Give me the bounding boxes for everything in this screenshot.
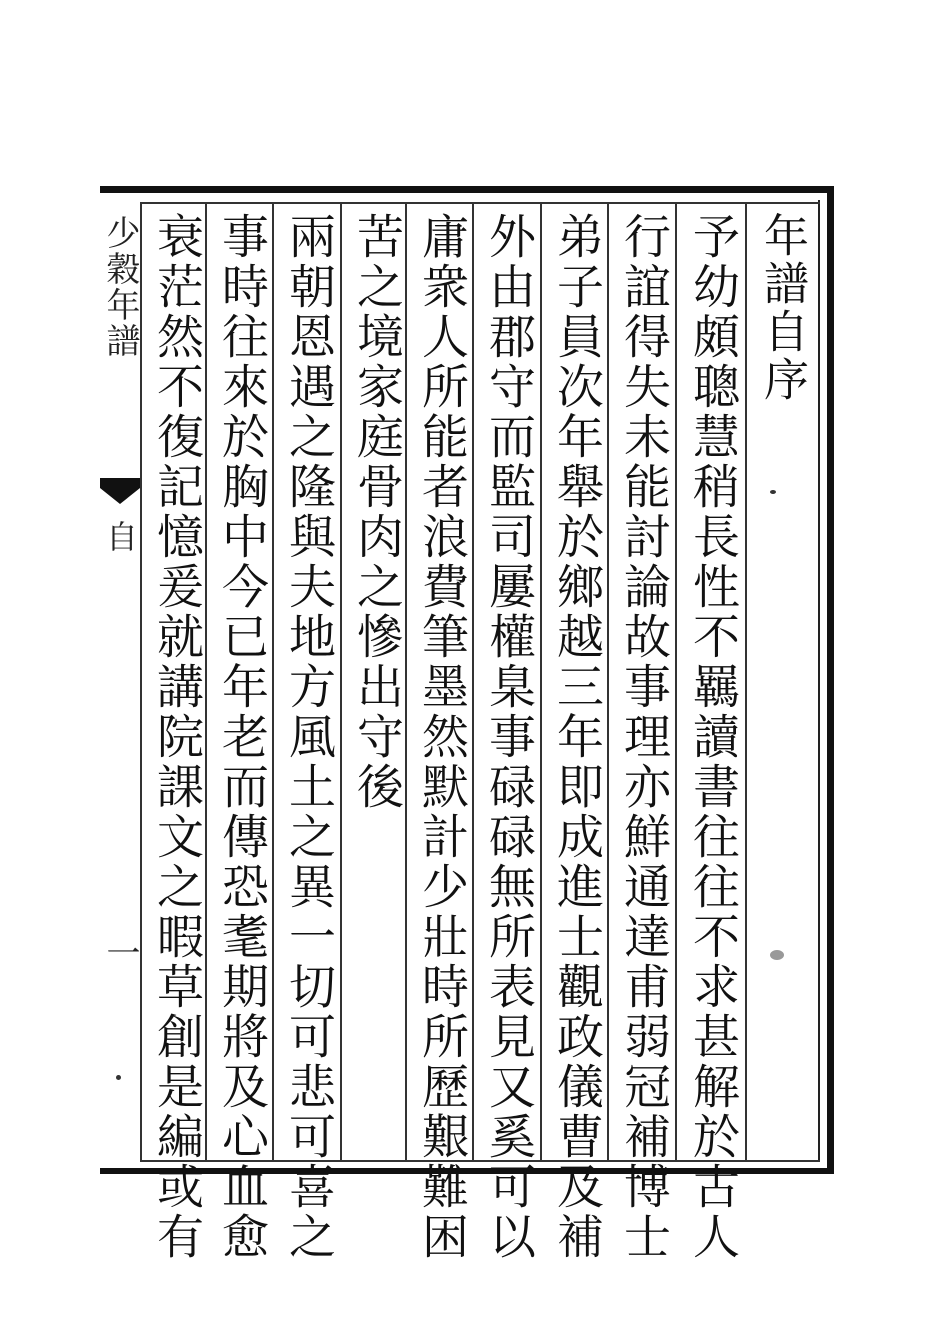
margin-page-number: 一 [100,935,140,969]
text-column-title: 年譜自序 [756,212,809,404]
column-rule [607,204,609,1160]
ink-smudge [770,950,784,960]
column-rule [140,204,142,1160]
text-column: 事時往來於胸中今已年老而傳恐耄期將及心血愈 [214,212,269,1262]
margin-book-title: 少穀年譜 [100,215,140,359]
text-column: 弟子員次年舉於鄉越三年即成進士觀政儀曹及補 [549,212,604,1262]
ink-speck [116,1075,121,1080]
column-rule [340,204,342,1160]
column-rule [540,204,542,1160]
text-column: 外由郡守而監司屢權臬事碌碌無所表見又奚可以 [481,212,536,1262]
text-column: 予幼頗聰慧稍長性不羈讀書往往不求甚解於古人 [685,212,740,1262]
frame-top-rule [140,202,820,204]
text-column: 兩朝恩遇之隆與夫地方風土之異一切可悲可喜之 [281,212,336,1262]
text-column: 庸衆人所能者浪費筆墨然默計少壯時所歷艱難困 [414,212,469,1262]
margin-section-label: 自 [101,520,139,554]
column-rule [675,204,677,1160]
fishtail-mark-icon [100,478,140,508]
ink-speck [770,490,776,494]
text-column: 苦之境家庭骨肉之慘出守後 [349,212,404,812]
frame-inner-rule [818,200,820,1162]
column-rule [272,204,274,1160]
text-column: 行誼得失未能討論故事理亦鮮通達甫弱冠補博士 [616,212,671,1262]
column-rule [745,204,747,1160]
column-rule [472,204,474,1160]
text-column: 衰茫然不復記憶爰就講院課文之暇草創是編或有 [149,212,204,1262]
